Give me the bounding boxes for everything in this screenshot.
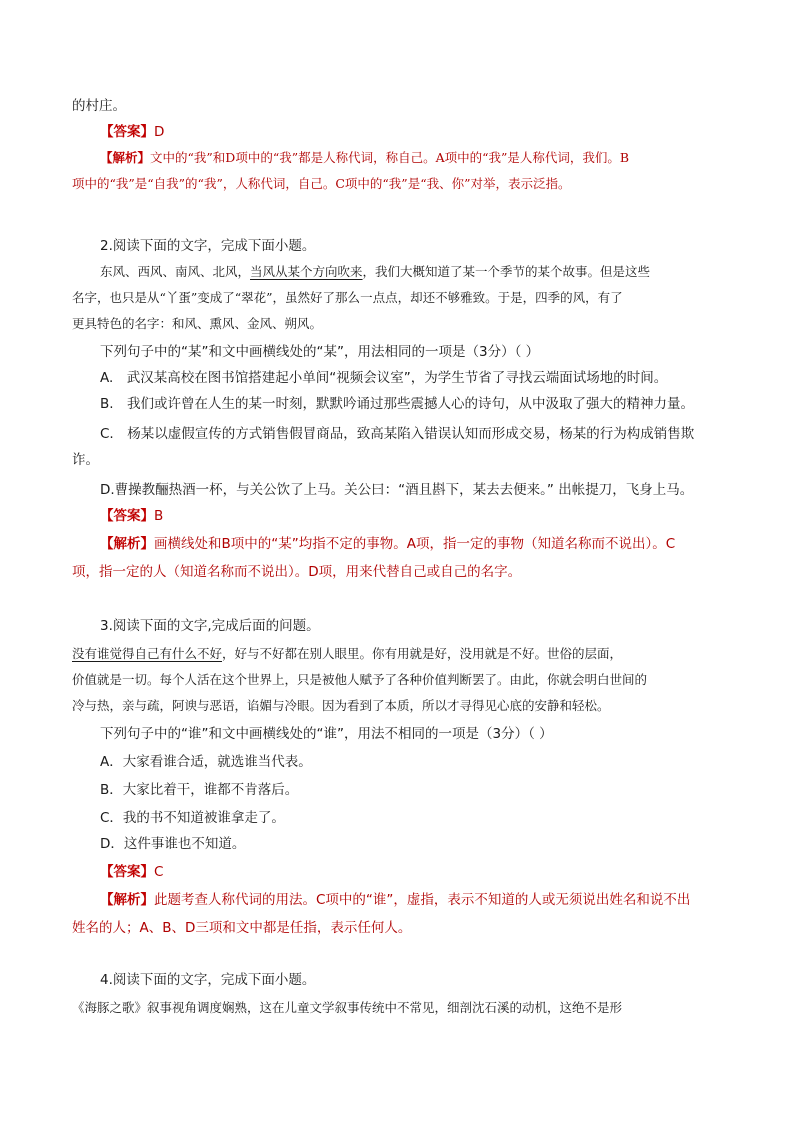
q2-option-c-line2: 诈。: [72, 452, 99, 468]
q2-passage-line3: 更具特色的名字：和风、熏风、金风、朔风。: [72, 316, 323, 331]
q2-option-a: A. 武汉某高校在图书馆搭建起小单间“视频会议室”，为学生节省了寻找云端面试场地的时间。: [100, 370, 668, 386]
q3-passage-line3: 冷与热，亲与疏，阿谀与恶语，谄媚与冷眼。因为看到了本质，所以才寻得见心底的安静和轻松。: [72, 698, 610, 713]
underlined-phrase: 没有谁觉得自己有什么不好: [72, 646, 223, 661]
q2-passage-line2: 名字，也只是从“丫蛋”变成了“翠花”，虽然好了那么一点点，却还不够雅致。于是，四季的风，有了: [72, 290, 623, 305]
q2-answer: [100, 506, 163, 526]
q3-question: 下列句子中的“谁”和文中画横线处的“谁”，用法不相同的一项是（3分）（ ）: [100, 726, 553, 742]
q3-option-d: D．这件事谁也不知道。: [100, 836, 246, 852]
answer-value: C: [154, 864, 164, 880]
q1-analysis-line2: 项中的“我”是“自我”的“我”，人称代词，自己。C项中的“我”是“我、你”对举，表示泛指。: [72, 176, 571, 191]
q4-title: 4.阅读下面的文字，完成下面小题。: [100, 972, 316, 988]
q2-analysis-line2: 项，指一定的人（知道名称而不说出）。D项，用来代替自己或自己的名字。: [72, 564, 522, 580]
answer-tag: 【答案】: [100, 864, 154, 880]
q1-answer: [100, 122, 164, 142]
analysis-tag: 【解析】: [100, 892, 154, 908]
q1-analysis-line1: 【解析】文中的“我”和D项中的“我”都是人称代词，称自己。A项中的“我”是人称代词，我们。B: [100, 150, 630, 165]
q3-analysis-line1: 【解析】此题考查人称代词的用法。C项中的“谁”，虚指，表示不知道的人或无须说出姓名和说不出: [100, 892, 691, 908]
answer-value: B: [154, 508, 164, 524]
q2-option-b: B. 我们或许曾在人生的某一时刻，默默吟诵过那些震撼人心的诗句，从中汲取了强大的精神力量。: [100, 396, 695, 412]
q3-analysis-line2: 姓名的人；A、B、D三项和文中都是任指，表示任何人。: [72, 920, 412, 936]
answer-tag: 【答案】: [100, 508, 154, 524]
q3-answer: [100, 862, 163, 882]
answer-value: D: [154, 124, 165, 140]
q2-option-d: D.曹操教酾热酒一杯，与关公饮了上马。关公曰：“酒且斟下，某去去便来。” 出帐提刀，飞身上马。: [100, 482, 694, 498]
answer-tag: 【答案】: [100, 124, 154, 140]
q2-passage-line1: 东风、西风、南风、北风，当风从某个方向吹来，我们大概知道了某一个季节的某个故事。但是这些: [100, 264, 651, 279]
prev-paragraph-tail: 的村庄。: [72, 98, 126, 114]
q3-title: 3.阅读下面的文字,完成后面的问题。: [100, 618, 320, 634]
q3-passage-line2: 价值就是一切。每个人活在这个世界上，只是被他人赋予了各种价值判断罢了。由此，你就会明白世间的: [72, 672, 648, 687]
q3-option-b: B．大家比着干，谁都不肯落后。: [100, 782, 299, 798]
q4-passage-line1: 《海豚之歌》叙事视角调度娴熟，这在儿童文学叙事传统中不常见，细剖沈石溪的动机，这绝不是形: [72, 1000, 623, 1015]
q2-question: 下列句子中的“某”和文中画横线处的“某”，用法相同的一项是（3分）（ ）: [100, 344, 540, 360]
underlined-phrase: 当风从某个方向吹来: [250, 264, 363, 279]
q2-analysis-line1: 【解析】画横线处和B项中的“某”均指不定的事物。A项，指一定的事物（知道名称而不说出）。C: [100, 536, 676, 552]
q3-passage-line1: 没有谁觉得自己有什么不好，好与不好都在别人眼里。你有用就是好，没用就是不好。世俗的层面，: [72, 646, 623, 661]
analysis-tag: 【解析】: [100, 150, 151, 165]
q2-option-c-line1: C. 杨某以虚假宣传的方式销售假冒商品，致高某陷入错误认知而形成交易，杨某的行为构成销售欺: [100, 426, 695, 442]
q2-title: 2.阅读下面的文字，完成下面小题。: [100, 238, 316, 254]
analysis-tag: 【解析】: [100, 536, 154, 552]
q3-option-a: A．大家看谁合适，就选谁当代表。: [100, 754, 312, 770]
q3-option-c: C．我的书不知道被谁拿走了。: [100, 810, 285, 826]
